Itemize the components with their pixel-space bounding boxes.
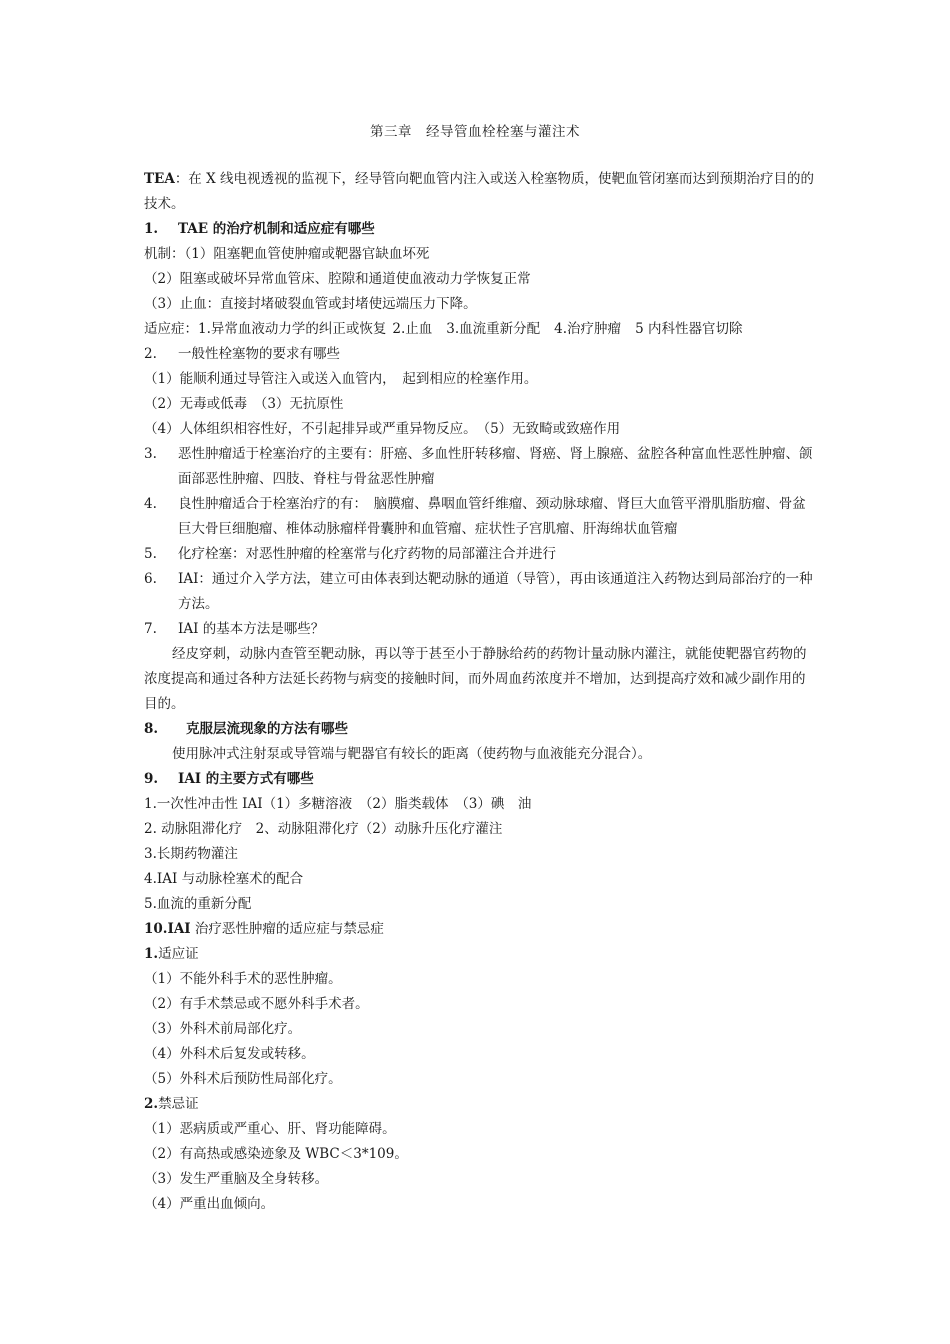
answer-9-line: 1.一次性冲击性 IAI（1）多糖溶液 （2）脂类载体 （3）碘 油 xyxy=(144,796,532,812)
item-5: 5. 化疗栓塞：对恶性肿瘤的栓塞常与化疗药物的局部灌注合并进行 xyxy=(144,546,556,562)
item-4: 4. 良性肿瘤适合于栓塞治疗的有： 脑膜瘤、鼻咽血管纤维瘤、颈动脉球瘤、肾巨大血管平滑肌脂肪瘤、骨盆巨大骨巨细胞瘤、椎体动脉瘤样骨囊肿和血管瘤、症状性子宫肌瘤、肝海绵状血管瘤 xyxy=(144,496,806,537)
chapter-title: 第三章 经导管血栓栓塞与灌注术 xyxy=(370,124,580,140)
question-10: 10.IAI 治疗恶性肿瘤的适应症与禁忌症 xyxy=(144,921,384,937)
question-1: 1. TAE 的治疗机制和适应症有哪些 xyxy=(144,221,375,237)
contraindication-item: （4）严重出血倾向。 xyxy=(144,1196,275,1212)
answer-9-line: 5.血流的重新分配 xyxy=(144,896,252,912)
mechanism-line: 机制：（1）阻塞靶血管使肿瘤或靶器官缺血坏死 xyxy=(144,246,430,262)
indication-item: （3）外科术前局部化疗。 xyxy=(144,1021,302,1037)
contraindications-heading: 2.禁忌证 xyxy=(144,1096,199,1112)
question-8: 8. 克服层流现象的方法有哪些 xyxy=(144,721,348,737)
item-6: 6. IAI：通过介入学方法，建立可由体表到达靶动脉的通道（导管），再由该通道注入药物达到局部治疗的一种方法。 xyxy=(144,571,813,612)
contraindication-item: （3）发生严重脑及全身转移。 xyxy=(144,1171,329,1187)
mechanism-line: （2）阻塞或破坏异常血管床、腔隙和通道使血液动力学恢复正常 xyxy=(144,271,531,287)
answer-8: 使用脉冲式注射泵或导管端与靶器官有较长的距离（使药物与血液能充分混合）。 xyxy=(172,746,652,762)
answer-7: 经皮穿刺，动脉内查管至靶动脉，再以等于甚至小于静脉给药的药物计量动脉内灌注，就能使靶器官药物的浓度提高和通过各种方法延长药物与病变的接触时间，而外周血药浓度并不增加，达到提高疗效和减少副作用的目的。 xyxy=(144,646,807,712)
mechanism-line: （3）止血：直接封堵破裂血管或封堵使远端压力下降。 xyxy=(144,296,477,312)
requirement-line: （1）能顺利通过导管注入或送入血管内， 起到相应的栓塞作用。 xyxy=(144,371,538,387)
tea-definition xyxy=(144,167,814,217)
answer-9-line: 4.IAI 与动脉栓塞术的配合 xyxy=(144,871,304,887)
question-7: 7. IAI 的基本方法是哪些？ xyxy=(144,621,325,637)
answer-9-line: 3.长期药物灌注 xyxy=(144,846,238,862)
indications-heading: 1.适应证 xyxy=(144,946,199,962)
indication-item: （5）外科术后预防性局部化疗。 xyxy=(144,1071,342,1087)
question-2: 2. 一般性栓塞物的要求有哪些 xyxy=(144,346,340,362)
item-3: 3. 恶性肿瘤适于栓塞治疗的主要有：肝癌、多血性肝转移瘤、肾癌、肾上腺癌、盆腔各种富血性恶性肿瘤、颌面部恶性肿瘤、四肢、脊柱与骨盆恶性肿瘤 xyxy=(144,446,813,487)
indications-line: 适应症：1.异常血液动力学的纠正或恢复 2.止血 3.血流重新分配 4.治疗肿瘤 5 内科性器官切除 xyxy=(144,321,743,337)
answer-9-line: 2. 动脉阻滞化疗 2、动脉阻滞化疗（2）动脉升压化疗灌注 xyxy=(144,821,503,837)
indication-item: （2）有手术禁忌或不愿外科手术者。 xyxy=(144,996,369,1012)
requirement-line: （2）无毒或低毒 （3）无抗原性 xyxy=(144,396,344,412)
tea-text: ：在 X 线电视透视的监视下，经导管向靶血管内注入或送入栓塞物质，使靶血管闭塞而达到预期治疗目的的技术。 xyxy=(144,171,815,212)
indication-item: （1）不能外科手术的恶性肿瘤。 xyxy=(144,971,342,987)
contraindication-item: （2）有高热或感染迹象及 WBC＜3*109。 xyxy=(144,1146,408,1162)
indication-item: （4）外科术后复发或转移。 xyxy=(144,1046,315,1062)
requirement-line: （4）人体组织相容性好，不引起排异或严重异物反应。 （5）无致畸或致癌作用 xyxy=(144,421,621,437)
document-body xyxy=(144,167,814,1217)
question-9: 9. IAI 的主要方式有哪些 xyxy=(144,771,314,787)
tea-label: TEA xyxy=(144,171,175,187)
contraindication-item: （1）恶病质或严重心、肝、肾功能障碍。 xyxy=(144,1121,396,1137)
